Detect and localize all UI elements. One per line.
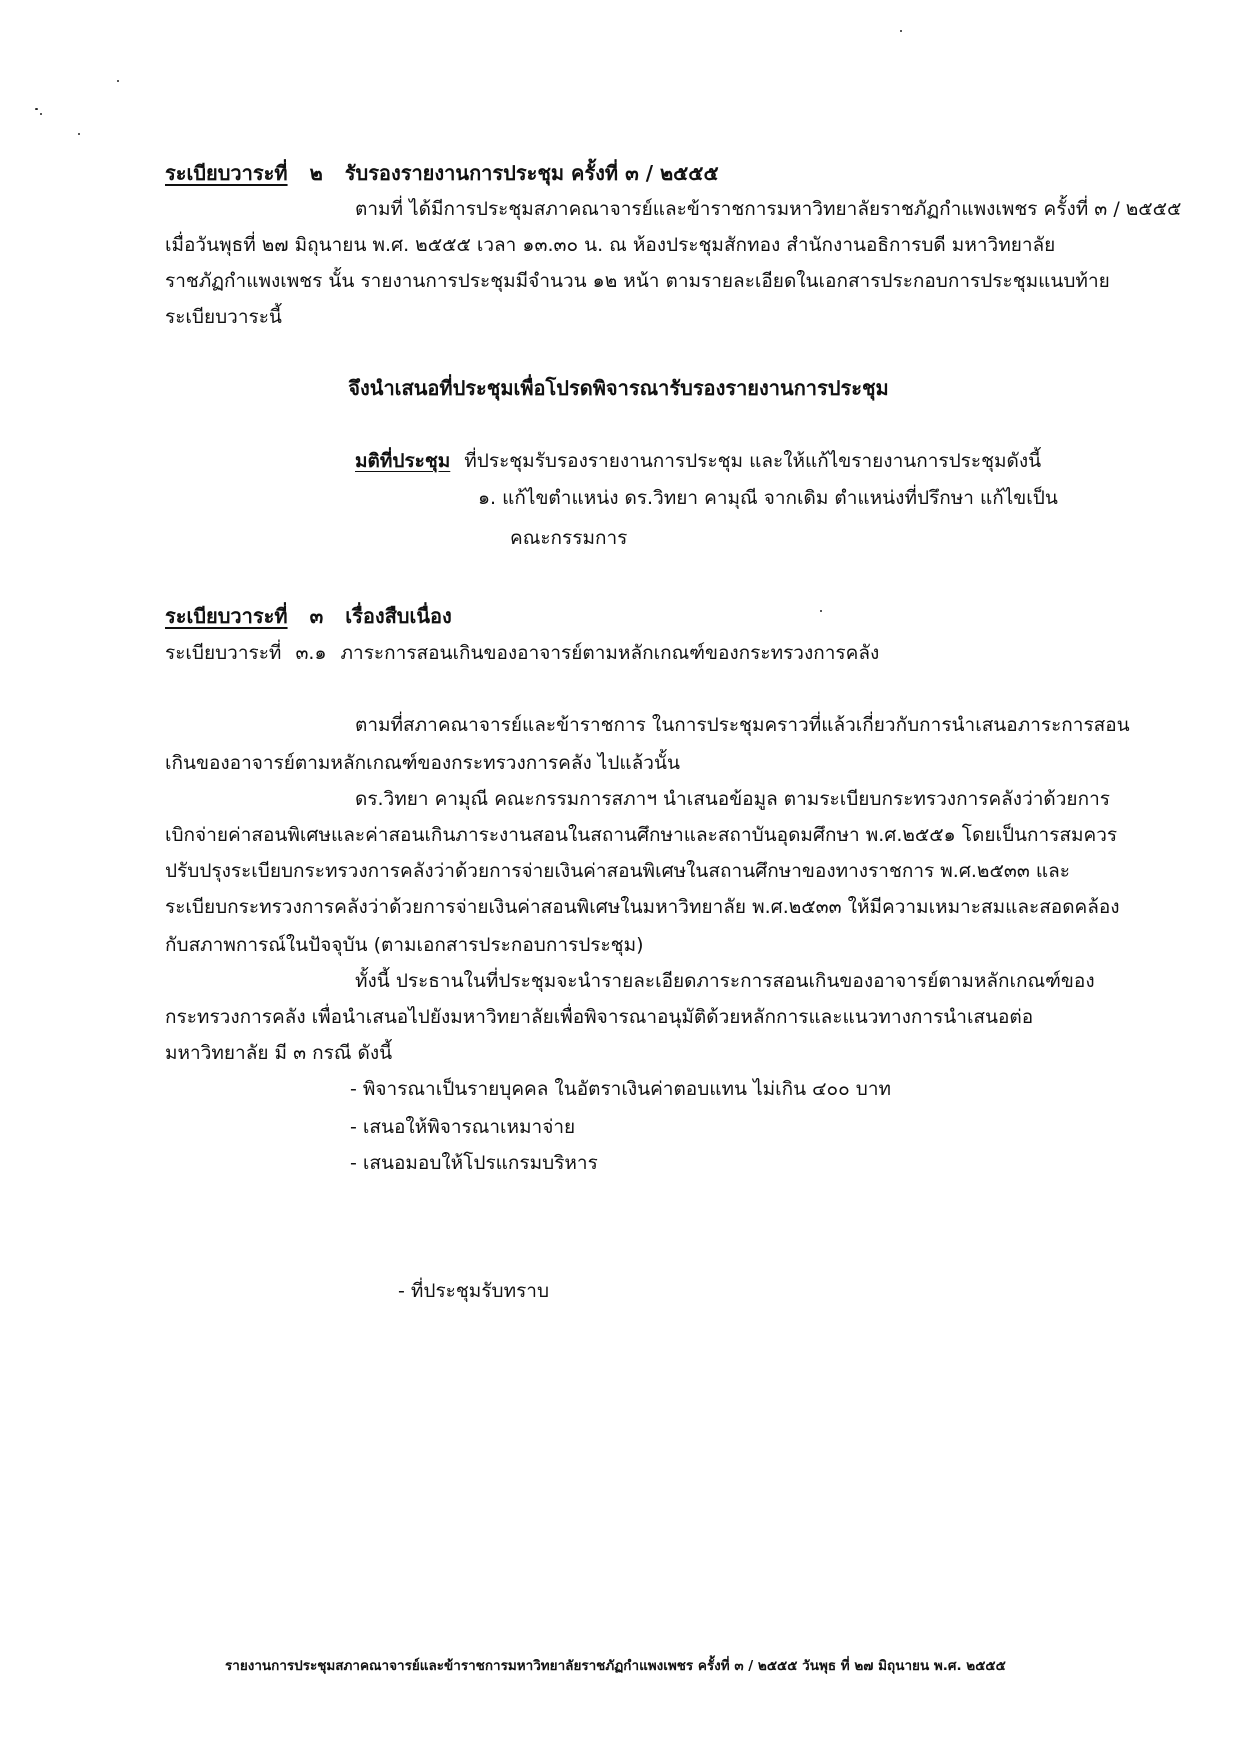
scan-speck	[35, 108, 38, 110]
scan-speck	[820, 610, 822, 612]
section3-para2-line: ดร.วิทยา คามุณี คณะกรรมการสภาฯ นำเสนอข้อมูล ตามระเบียบกระทรวงการคลังว่าด้วยการ	[355, 788, 1110, 810]
section3-heading	[165, 603, 452, 629]
section3-para3-line: ทั้งนี้ ประธานในที่ประชุมจะนำรายละเอียดภาระการสอนเกินของอาจารย์ตามหลักเกณฑ์ของ	[355, 970, 1095, 992]
subsection-title: ภาระการสอนเกินของอาจารย์ตามหลักเกณฑ์ของกระทรวงการคลัง	[340, 642, 880, 664]
section3-para2-line: ปรับปรุงระเบียบกระทรวงการคลังว่าด้วยการจ่ายเงินค่าสอนพิเศษในสถานศึกษาของทางราชการ พ.ศ.๒๕๓๓ และ	[165, 860, 1070, 882]
section2-number: ๒	[309, 161, 323, 185]
case-item: - เสนอให้พิจารณาเหมาจ่าย	[350, 1116, 576, 1138]
section3-para2-line: ระเบียบกระทรวงการคลังว่าด้วยการจ่ายเงินค่าสอนพิเศษในมหาวิทยาลัย พ.ศ.๒๕๓๓ ให้มีความเหมาะสมและสอดคล้อง	[165, 896, 1120, 918]
section3-para2-line: กับสภาพการณ์ในปัจจุบัน (ตามเอกสารประกอบการประชุม)	[165, 934, 644, 956]
section3-para2-line: เบิกจ่ายค่าสอนพิเศษและค่าสอนเกินภาระงานสอนในสถานศึกษาและสถาบันอุดมศึกษา พ.ศ.๒๕๕๑ โดยเป็นการสมควร	[165, 824, 1118, 846]
section3-label: ระเบียบวาระที่	[165, 604, 288, 628]
section2-title: รับรองรายงานการประชุม ครั้งที่ ๓ / ๒๕๕๕	[344, 161, 719, 185]
section2-para-line: ตามที่ ได้มีการประชุมสภาคณาจารย์และข้าราชการมหาวิทยาลัยราชภัฏกำแพงเพชร ครั้งที่ ๓ / ๒๕๕๕	[355, 198, 1182, 220]
resolution-item: ๑. แก้ไขตำแหน่ง ดร.วิทยา คามุณี จากเดิม ตำแหน่งที่ปรึกษา แก้ไขเป็น	[478, 487, 1058, 509]
section2-proposal: จึงนำเสนอที่ประชุมเพื่อโปรดพิจารณารับรองรายงานการประชุม	[348, 376, 889, 400]
resolution-item-continued: คณะกรรมการ	[510, 527, 628, 549]
section3-para3-line: มหาวิทยาลัย มี ๓ กรณี ดังนี้	[165, 1042, 393, 1064]
section2-resolution	[355, 448, 1041, 474]
section3-para3-line: กระทรวงการคลัง เพื่อนำเสนอไปยังมหาวิทยาลัยเพื่อพิจารณาอนุมัติด้วยหลักการและแนวทางการนำเสนอต่อ	[165, 1006, 1034, 1028]
case-item: - เสนอมอบให้โปรแกรมบริหาร	[350, 1152, 598, 1174]
section2-heading	[165, 160, 719, 186]
acknowledged-note: - ที่ประชุมรับทราบ	[398, 1280, 550, 1302]
subsection-label: ระเบียบวาระที่	[165, 642, 282, 664]
section2-para-line: ราชภัฏกำแพงเพชร นั้น รายงานการประชุมมีจำนวน ๑๒ หน้า ตามรายละเอียดในเอกสารประกอบการประชุมแนบท้าย	[165, 270, 1110, 292]
section3-para1-line: ตามที่สภาคณาจารย์และข้าราชการ ในการประชุมคราวที่แล้วเกี่ยวกับการนำเสนอภาระการสอน	[355, 714, 1130, 736]
scan-speck	[117, 80, 119, 82]
section2-label: ระเบียบวาระที่	[165, 161, 288, 185]
resolution-text: ที่ประชุมรับรองรายงานการประชุม และให้แก้ไขรายงานการประชุมดังนี้	[464, 450, 1042, 472]
section3-para1-line: เกินของอาจารย์ตามหลักเกณฑ์ของกระทรวงการคลัง ไปแล้วนั้น	[165, 752, 680, 774]
section3-title: เรื่องสืบเนื่อง	[345, 604, 452, 628]
section2-para-line: ระเบียบวาระนี้	[165, 306, 282, 328]
scan-speck	[900, 30, 902, 32]
subsection-number: ๓.๑	[295, 642, 327, 664]
section2-para-line: เมื่อวันพุธที่ ๒๗ มิถุนายน พ.ศ. ๒๕๕๕ เวลา ๑๓.๓๐ น. ณ ห้องประชุมสักทอง สำนักงานอธิการบดี มหาวิทยาลัย	[165, 234, 1056, 256]
section3-number: ๓	[309, 604, 324, 628]
scan-speck	[78, 133, 80, 135]
scan-speck	[40, 113, 42, 115]
section3-subheading	[165, 640, 879, 666]
page-footer: รายงานการประชุมสภาคณาจารย์และข้าราชการมหาวิทยาลัยราชภัฏกำแพงเพชร ครั้งที่ ๓ / ๒๕๕๕ วันพุธ ที่ ๒๗ มิถุนายน พ.ศ. ๒๕๕๕	[225, 1658, 1006, 1674]
case-item: - พิจารณาเป็นรายบุคคล ในอัตราเงินค่าตอบแทน ไม่เกิน ๔๐๐ บาท	[350, 1078, 892, 1100]
resolution-label: มติที่ประชุม	[355, 450, 451, 472]
